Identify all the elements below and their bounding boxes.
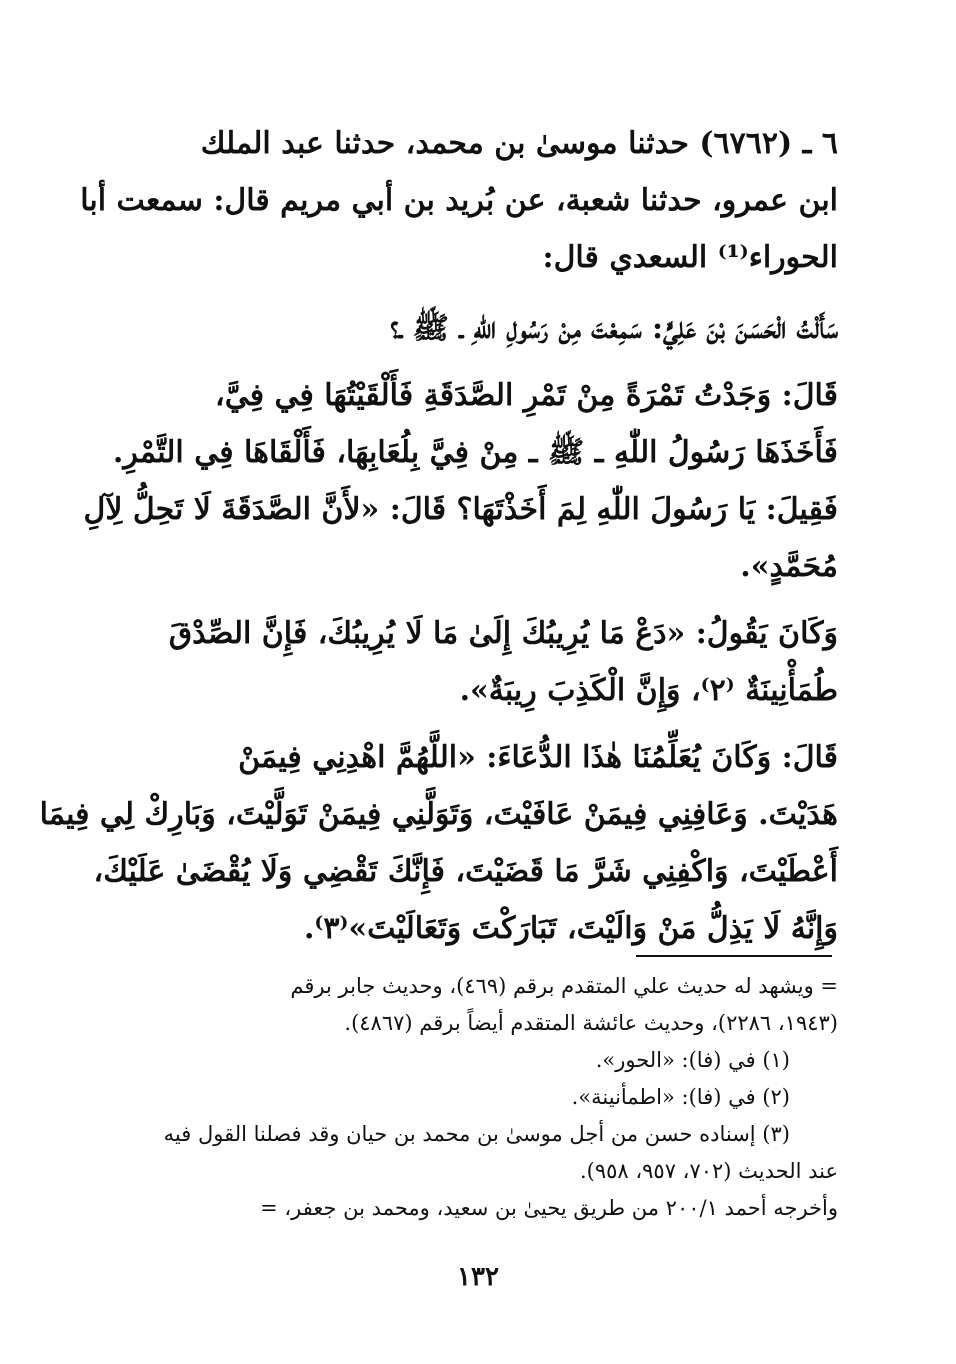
main-text xyxy=(39,115,838,967)
footnotes xyxy=(128,968,838,1227)
page-number: ١٣٢ xyxy=(457,1262,499,1292)
footnote-1: (١) في (فا): «الحور». xyxy=(595,1048,790,1072)
text-line: ابن عمرو، حدثنا شعبة، عن بُريد بن أبي مريم قال: سمعت أبا xyxy=(80,183,838,218)
hadith-saying xyxy=(128,605,838,719)
text-line: فَأَخَذَهَا رَسُولُ اللّٰهِ ـ ﷺ ـ مِنْ فِيَّ بِلُعَابِهَا، فَأَلْقَاهَا فِي التَّمْرِ. xyxy=(112,435,838,470)
text-line: وَإِنَّهُ لَا يَذِلُّ مَنْ وَالَيْتَ، تَبَارَكْتَ وَتَعَالَيْتَ»⁽٣⁾. xyxy=(303,911,838,946)
text-line: فَقِيلَ: يَا رَسُولَ اللّٰهِ لِمَ أَخَذْتَهَا؟ قَالَ: «لأَنَّ الصَّدَقَةَ لَا تَحِلُّ لِآلِ xyxy=(83,492,838,527)
text-line: سَأَلْتُ الْحَسَنَ بْنَ عَلِيٍّ: سَمِعْتَ مِنْ رَسُولِ اللّٰهِ ـ ﷺ ـ؟ xyxy=(390,311,838,346)
hadith-dua xyxy=(39,729,838,957)
hadith-isnad xyxy=(80,115,838,286)
text-line: قَالَ: وَكَانَ يُعَلِّمُنَا هٰذَا الدُّعَاءَ: «اللَّهُمَّ اهْدِنِي فِيمَنْ xyxy=(238,740,838,775)
footnote-3-continuation: وأخرجه أحمد ٢٠٠/١ من طريق يحيىٰ بن سعيد، ومحمد بن جعفر، = xyxy=(260,1196,838,1220)
footnote-continuation-line: = ويشهد له حديث علي المتقدم برقم (٤٦٩)، وحديث جابر برقم xyxy=(290,974,838,998)
text-line: مُحَمَّدٍ». xyxy=(740,549,838,584)
text-line: ٦ ـ (٦٧٦٢) حدثنا موسىٰ بن محمد، حدثنا عبد الملك xyxy=(200,126,838,161)
footnote-3-continuation: عند الحديث (٧٠٢، ٩٥٧، ٩٥٨). xyxy=(579,1159,838,1183)
text-line: قَالَ: وَجَدْتُ تَمْرَةً مِنْ تَمْرِ الصَّدَقَةِ فَأَلْقَيْتُهَا فِي فِيَّ، xyxy=(215,378,838,413)
footnote-divider xyxy=(636,955,832,957)
footnote-3: (٣) إسناده حسن من أجل موسىٰ بن محمد بن حيان وقد فصلنا القول فيه xyxy=(163,1122,790,1146)
footnote-2: (٢) في (فا): «اطمأنينة». xyxy=(571,1085,790,1109)
text-line: أَعْطَيْتَ، وَاكْفِنِي شَرَّ مَا قَضَيْتَ، فَإِنَّكَ تَقْضِي وَلَا يُقْضَىٰ عَلَيْكَ، xyxy=(93,854,838,889)
text-line: الحوراء⁽¹⁾ السعدي قال: xyxy=(542,240,838,275)
hadith-question xyxy=(128,300,838,357)
text-line: طُمَأْنِينَةٌ ⁽٢⁾، وَإِنَّ الْكَذِبَ رِيبَةٌ». xyxy=(459,673,838,708)
text-line: وَكَانَ يَقُولُ: «دَعْ مَا يُرِيبُكَ إِلَىٰ مَا لَا يُرِيبُكَ، فَإِنَّ الصِّدْقَ xyxy=(168,616,838,651)
text-line: هَدَيْتَ. وَعَافِنِي فِيمَنْ عَافَيْتَ، وَتَوَلَّنِي فِيمَنْ تَوَلَّيْتَ، وَبَارِكْ لِي فِيمَا xyxy=(39,797,838,832)
footnote-continuation-line: (١٩٤٣، ٢٢٨٦)، وحديث عائشة المتقدم أيضاً برقم (٤٨٦٧). xyxy=(344,1011,838,1035)
hadith-story xyxy=(83,367,838,595)
